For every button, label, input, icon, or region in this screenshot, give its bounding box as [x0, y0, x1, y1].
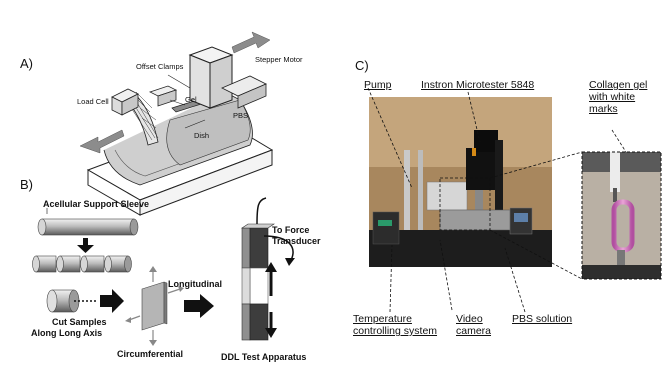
- label-circumferential: Circumferential: [117, 349, 184, 359]
- panel-a-letter: A): [20, 56, 33, 71]
- label-pbs: PBS: [233, 111, 249, 120]
- motor-direction-arrow: [232, 32, 270, 53]
- label-gel: Gel: [185, 95, 197, 104]
- cut-segments: [33, 256, 132, 272]
- label-longitudinal: Longitudinal: [168, 279, 222, 289]
- label-video-line1: Video: [456, 313, 483, 325]
- label-temperature-line1: Temperature: [353, 313, 412, 325]
- label-pump: Pump: [364, 79, 392, 91]
- label-to-force: To Force: [272, 225, 310, 235]
- label-pbs-solution: PBS solution: [512, 313, 573, 325]
- label-transducer: Transducer: [272, 236, 321, 246]
- label-cut-samples: Cut Samples: [52, 317, 107, 327]
- label-along-long-axis: Along Long Axis: [31, 328, 103, 338]
- label-stepper-motor: Stepper Motor: [255, 55, 303, 64]
- label-dish: Dish: [194, 131, 210, 140]
- label-acellular-sleeve: Acellular Support Sleeve: [43, 199, 150, 209]
- label-collagen-line2: with white: [589, 91, 636, 103]
- process-arrow-1: [100, 289, 124, 313]
- panel-a-apparatus-drawing: [80, 32, 272, 215]
- label-temperature-line2: controlling system: [353, 325, 438, 337]
- panel-c-letter: C): [355, 58, 369, 73]
- label-offset-clamps: Offset Clamps: [136, 62, 184, 71]
- label-video-line2: camera: [456, 325, 492, 337]
- label-load-cell: Load Cell: [77, 97, 109, 106]
- process-arrow-2: [184, 294, 214, 318]
- panel-c-photograph: [369, 97, 552, 267]
- label-collagen-line3: marks: [589, 103, 618, 115]
- label-instron: Instron Microtester 5848: [421, 79, 535, 91]
- label-collagen-line1: Collagen gel: [589, 79, 648, 91]
- zoom-inset-photo: [582, 152, 661, 279]
- ddl-apparatus: [242, 198, 295, 340]
- label-ddl-apparatus: DDL Test Apparatus: [221, 352, 307, 362]
- panel-b-letter: B): [20, 177, 33, 192]
